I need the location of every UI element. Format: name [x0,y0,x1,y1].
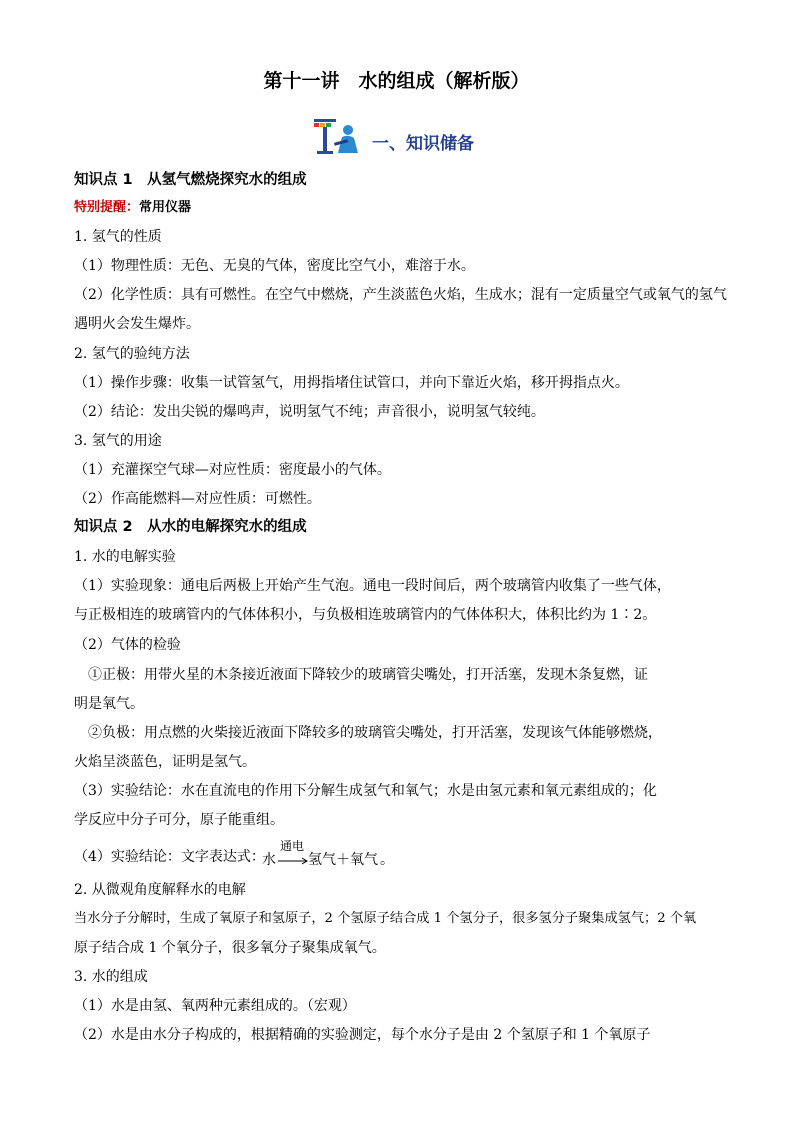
paragraph-line: （2）作高能燃料—对应性质：可燃性。 [74,491,321,507]
paragraph-line: （1）物理性质：无色、无臭的气体，密度比空气小，难溶于水。 [74,258,475,274]
paragraph-line: 当水分子分解时，生成了氧原子和氢原子，2 个氢原子结合成 1 个氢分子，很多氢分子聚集成氢气；2 个氧 [74,911,697,926]
paragraph-line: 明是氧气。 [74,696,144,712]
paragraph-line: 与正极相连的玻璃管内的气体体积小，与负极相连玻璃管内的气体体积大，体积比约为 1∶2。 [74,607,657,623]
paragraph-line: ①正极：用带火星的木条接近液面下降较少的玻璃管尖嘴处，打开活塞，发现木条复燃，证 [88,667,648,683]
page-title: 第十一讲 水的组成（解析版） [263,70,530,92]
paragraph-line: 2. 从微观角度解释水的电解 [74,882,246,898]
tip-text: 常用仪器 [139,200,192,215]
paragraph-line: （2）气体的检验 [74,637,181,653]
paragraph-line: 1. 水的电解实验 [74,549,176,565]
equation-condition: 通电 [280,839,305,853]
equation-product: 氢气＋氧气 [308,852,378,868]
paragraph-line: （3）实验结论：水在直流电的作用下分解生成氢气和氧气；水是由氢元素和氧元素组成的；化 [74,783,657,799]
tip-label: 特别提醒： [74,200,140,215]
paragraph-line: （1）操作步骤：收集一试管氢气，用拇指堵住试管口，并向下靠近火焰，移开拇指点火。 [74,375,629,391]
paragraph-line: 3. 水的组成 [74,969,148,985]
knowledge-point-2-heading: 知识点 2 从水的电解探究水的组成 [74,519,307,535]
paragraph-line: （1）水是由氢、氧两种元素组成的。（宏观） [74,998,356,1014]
paragraph-line: 1. 氢气的性质 [74,229,162,245]
reaction-arrow-icon [277,856,309,866]
reading-person-icon [312,117,362,157]
paragraph-line: 2. 氢气的验纯方法 [74,346,190,362]
equation-suffix: 。 [380,852,394,868]
paragraph-line: （1）充灌探空气球—对应性质：密度最小的气体。 [74,462,391,478]
special-tip [74,199,191,217]
paragraph-line: 3. 氢气的用途 [74,433,162,449]
paragraph-line: （1）实验现象：通电后两极上开始产生气泡。通电一段时间后，两个玻璃管内收集了一些气体， [74,578,671,594]
paragraph-line: ②负极：用点燃的火柴接近液面下降较多的玻璃管尖嘴处，打开活塞，发现该气体能够燃烧， [88,725,662,741]
paragraph-line: 遇明火会发生爆炸。 [74,316,200,332]
paragraph-line: 火焰呈淡蓝色，证明是氢气。 [74,754,256,770]
paragraph-line: （2）结论：发出尖锐的爆鸣声，说明氢气不纯；声音很小，说明氢气较纯。 [74,404,545,420]
equation-reactant: 水 [262,852,276,868]
equation-prefix: （4）实验结论：文字表达式： [74,849,265,865]
paragraph-line: （2）化学性质：具有可燃性。在空气中燃烧，产生淡蓝色火焰，生成水；混有一定质量空气或氧气的氢气 [74,287,727,303]
paragraph-line: 学反应中分子可分，原子能重组。 [74,812,284,828]
knowledge-point-1-heading: 知识点 1 从氢气燃烧探究水的组成 [74,172,307,188]
paragraph-line: （2）水是由水分子构成的，根据精确的实验测定，每个水分子是由 2 个氢原子和 1 个氧原子 [74,1027,651,1043]
paragraph-line: 原子结合成 1 个氧分子，很多氧分子聚集成氧气。 [74,940,386,956]
section-heading: 一、知识储备 [372,134,474,154]
